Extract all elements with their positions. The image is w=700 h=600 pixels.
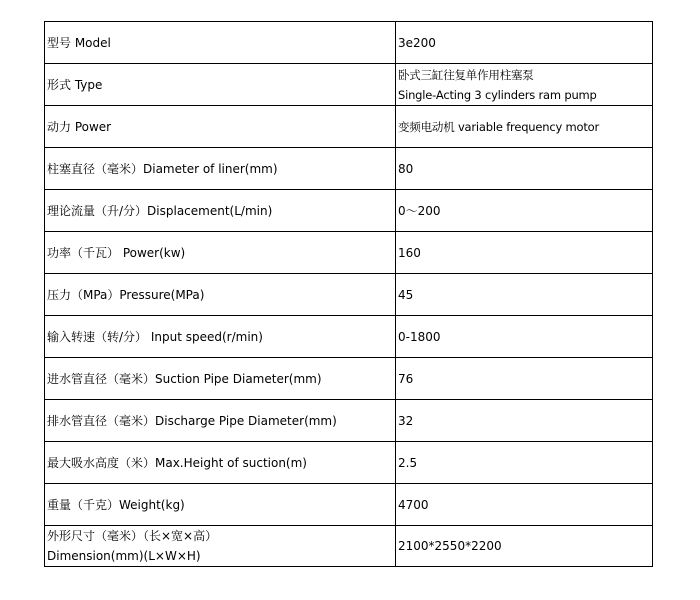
row-value: 76 xyxy=(396,358,653,400)
row-label-line: Dimension(mm)(L×W×H) xyxy=(47,549,201,563)
row-value: 2100*2550*2200 xyxy=(396,526,653,567)
table-row xyxy=(45,316,653,358)
row-label: 功率（千瓦） Power(kw) xyxy=(45,232,396,274)
table-row xyxy=(45,400,653,442)
row-value: 32 xyxy=(396,400,653,442)
row-value: 3e200 xyxy=(396,22,653,64)
row-value-line: Single-Acting 3 cylinders ram pump xyxy=(398,87,597,102)
row-label xyxy=(45,526,396,567)
row-value: 2.5 xyxy=(396,442,653,484)
table-row xyxy=(45,442,653,484)
row-label-line: 外形尺寸（毫米）（长×宽×高） xyxy=(47,529,218,543)
row-label: 排水管直径（毫米）Discharge Pipe Diameter(mm) xyxy=(45,400,396,442)
table-row xyxy=(45,64,653,106)
row-value: 0～200 xyxy=(396,190,653,232)
row-value: 160 xyxy=(396,232,653,274)
row-label: 进水管直径（毫米）Suction Pipe Diameter(mm) xyxy=(45,358,396,400)
row-label: 型号 Model xyxy=(45,22,396,64)
row-value: 0-1800 xyxy=(396,316,653,358)
table-row xyxy=(45,232,653,274)
row-label: 动力 Power xyxy=(45,106,396,148)
row-label: 压力（MPa）Pressure(MPa) xyxy=(45,274,396,316)
table-row xyxy=(45,484,653,526)
row-label: 最大吸水高度（米）Max.Height of suction(m) xyxy=(45,442,396,484)
row-value-line: 卧式三缸往复单作用柱塞泵 xyxy=(398,67,534,82)
row-label: 理论流量（升/分）Displacement(L/min) xyxy=(45,190,396,232)
row-value: 4700 xyxy=(396,484,653,526)
table-row xyxy=(45,358,653,400)
row-label: 柱塞直径（毫米）Diameter of liner(mm) xyxy=(45,148,396,190)
table-row xyxy=(45,106,653,148)
row-label: 重量（千克）Weight(kg) xyxy=(45,484,396,526)
table-row xyxy=(45,22,653,64)
row-value: 80 xyxy=(396,148,653,190)
row-value: 变频电动机 variable frequency motor xyxy=(396,106,653,148)
row-value xyxy=(396,64,653,106)
table-row xyxy=(45,148,653,190)
spec-table xyxy=(44,21,653,567)
row-value: 45 xyxy=(396,274,653,316)
row-label: 形式 Type xyxy=(45,64,396,106)
table-row xyxy=(45,526,653,567)
row-label: 输入转速（转/分） Input speed(r/min) xyxy=(45,316,396,358)
table-row xyxy=(45,274,653,316)
table-row xyxy=(45,190,653,232)
